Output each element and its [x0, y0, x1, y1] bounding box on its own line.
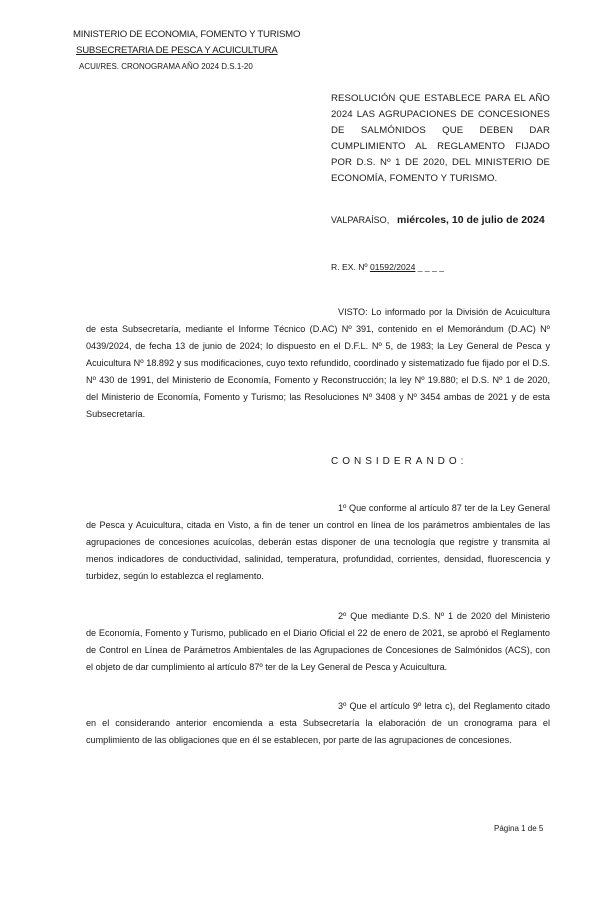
place: VALPARAÍSO, — [331, 215, 390, 225]
considerando-heading: CONSIDERANDO: — [331, 456, 468, 467]
considerando-3-text: 3º Que el artículo 9º letra c), del Reglamento citado en el considerando anterior encomienda a esta Subsecretaría la elaboración de un cronograma para el cumplimiento de las obligaciones que en él se establecen, por parte de las agrupaciones de concesiones. — [86, 701, 550, 745]
resolution-trailing: _ _ _ _ — [417, 262, 445, 272]
considerando-1-text: 1º Que conforme al artículo 87 ter de la Ley General de Pesca y Acuicultura, citada en Visto, a fin de tener un control en línea de los parámetros ambientales de las agrupaciones de concesiones acuícolas, deberán estas disponer de una tecnología que registre y transmita al menos indicadores de conductividad, salinidad, temperatura, profundidad, corrientes, densidad, fluorescencia y turbidez, según lo establezca el reglamento. — [86, 503, 550, 581]
resolution-title: RESOLUCIÓN QUE ESTABLECE PARA EL AÑO 2024 LAS AGRUPACIONES DE CONCESIONES DE SALMÓNIDOS QUE DEBEN DAR CUMPLIMIENTO AL REGLAMENTO FIJADO POR D.S. Nº 1 DE 2020, DEL MINISTERIO DE ECONOMÍA, FOMENTO Y TURISMO. — [331, 93, 550, 184]
resolution-number: 01592/2024 — [369, 262, 416, 272]
considerando-2-text: 2º Que mediante D.S. Nº 1 de 2020 del Ministerio de Economía, Fomento y Turismo, publicado en el Diario Oficial el 22 de enero de 2021, se aprobó el Reglamento de Control en Línea de Parámetros Ambientales de las Agrupaciones de Concesiones de Salmónidos (ACS), con el objeto de dar cumplimiento al artículo 87º ter de la Ley General de Pesca y Acuicultura. — [86, 611, 550, 672]
considerando-1 — [86, 500, 550, 585]
considerando-3 — [86, 698, 550, 749]
header-reference: ACUI/RES. CRONOGRAMA AÑO 2024 D.S.1-20 — [79, 62, 253, 71]
date: miércoles, 10 de julio de 2024 — [397, 214, 545, 226]
considerando-2 — [86, 608, 550, 676]
resolution-label: R. EX. Nº — [331, 262, 368, 272]
visto-paragraph — [86, 304, 550, 423]
visto-text: VISTO: Lo informado por la División de Acuicultura de esta Subsecretaría, mediante el Informe Técnico (D.AC) Nº 391, contenido en el Memorándum (D.AC) Nº 0439/2024, de fecha 13 de junio de 2024; lo dispuesto en el D.F.L. Nº 5, de 1983; la Ley General de Pesca y Acuicultura Nº 18.892 y sus modificaciones, cuyo texto refundido, coordinado y sistematizado fue fijado por el D.S. Nº 430 de 1991, del Ministerio de Economía, Fomento y Reconstrucción; la ley Nº 19.880; el D.S. Nº 1 de 2020, del Ministerio de Economía, Fomento y Turismo; las Resoluciones Nº 3408 y Nº 3454 ambas de 2021 y de esta Subsecretaría. — [86, 307, 550, 419]
resolution-number-line — [331, 262, 444, 272]
header-subsecretaria: SUBSECRETARIA DE PESCA Y ACUICULTURA — [76, 45, 278, 56]
page-number: Página 1 de 5 — [494, 824, 544, 833]
header-ministry: MINISTERIO DE ECONOMIA, FOMENTO Y TURISMO — [73, 29, 301, 40]
